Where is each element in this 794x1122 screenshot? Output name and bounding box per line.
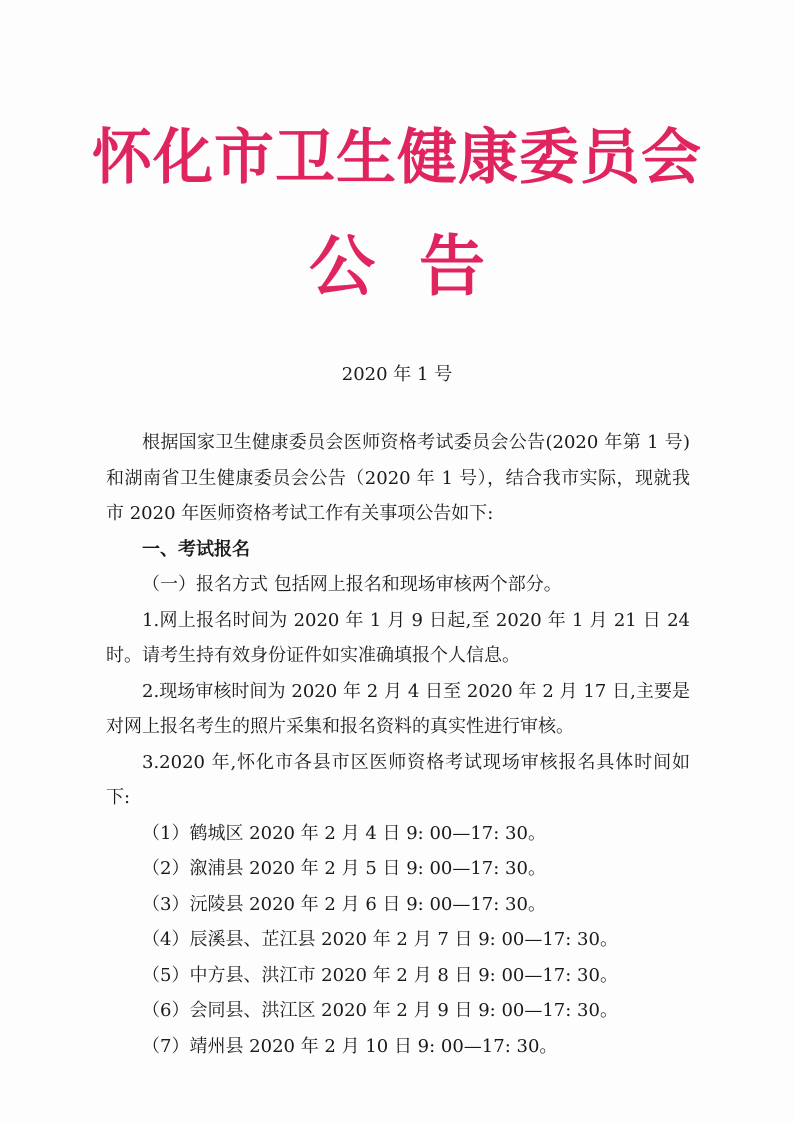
schedule-item: （3）沅陵县 2020 年 2 月 6 日 9: 00—17: 30。 <box>142 893 546 915</box>
schedule-item: （2）溆浦县 2020 年 2 月 5 日 9: 00—17: 30。 <box>142 858 546 879</box>
document-number: 2020 年 1 号 <box>341 364 453 385</box>
schedule-item: （7）靖州县 2020 年 2 月 10 日 9: 00—17: 30。 <box>142 1035 558 1057</box>
schedule-item: （4）辰溪县、芷江县 2020 年 2 月 7 日 9: 00—17: 30。 <box>142 929 618 950</box>
section-heading: 一、考试报名 <box>142 538 250 560</box>
announcement-body <box>106 425 690 1064</box>
schedule-item: （6）会同县、洪江区 2020 年 2 月 9 日 9: 00—17: 30。 <box>142 1000 618 1021</box>
intro-paragraph: 根据国家卫生健康委员会医师资格考试委员会公告(2020 年第 1 号)和湖南省卫生健康委员会公告（2020 年 1 号），结合我市实际，现就我市 2020 年医师资格考试工作有关事项公告如下: <box>106 432 690 524</box>
item-paragraph: 1.网上报名时间为 2020 年 1 月 9 日起,至 2020 年 1 月 21 日 24 时。请考生持有效身份证件如实准确填报个人信息。 <box>106 609 690 666</box>
document-type-title: 公告 <box>309 228 529 305</box>
subsection-paragraph: （一）报名方式 包括网上报名和现场审核两个部分。 <box>142 574 562 595</box>
item-paragraph: 2.现场审核时间为 2020 年 2 月 4 日至 2020 年 2 月 17 日,主要是对网上报名考生的照片采集和报名资料的真实性进行审核。 <box>106 680 690 737</box>
schedule-item: （1）鹤城区 2020 年 2 月 4 日 9: 00—17: 30。 <box>142 822 546 844</box>
item-paragraph: 3.2020 年,怀化市各县市区医师资格考试现场审核报名具体时间如下: <box>106 751 690 808</box>
issuing-organization: 怀化市卫生健康委员会 <box>92 123 702 193</box>
schedule-item: （5）中方县、洪江市 2020 年 2 月 8 日 9: 00—17: 30。 <box>142 964 618 986</box>
